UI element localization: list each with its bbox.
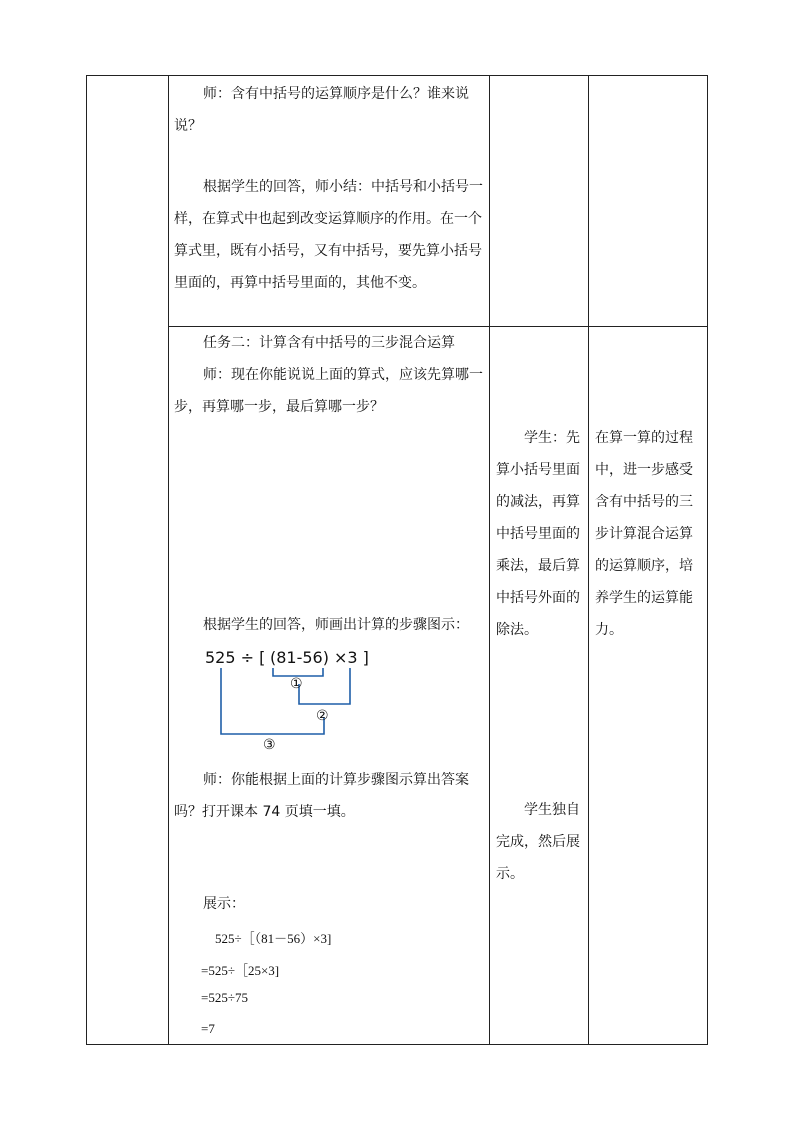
student-line: 示。 bbox=[496, 866, 524, 882]
summary-line: 根据学生的回答，师小结：中括号和小括号一 bbox=[203, 179, 483, 195]
question-line: 师：含有中括号的运算顺序是什么？谁来说 bbox=[203, 86, 469, 102]
intent-line: 在算一算的过程 bbox=[595, 430, 693, 446]
expression-part: 525 ÷ [ bbox=[205, 648, 266, 667]
question-line: 师：现在你能说说上面的算式，应该先算哪一 bbox=[203, 367, 483, 383]
student-line: 学生：先 bbox=[524, 430, 580, 446]
expression-part: (81-56) bbox=[270, 648, 329, 667]
summary-line: 算式里，既有小括号，又有中括号，要先算小括号 bbox=[174, 243, 482, 259]
summary-line: 样，在算式中也起到改变运算顺序的作用。在一个 bbox=[174, 211, 482, 227]
calc-line: 525÷［（81－56）×3] bbox=[215, 931, 332, 946]
intent-line: 含有中括号的三 bbox=[595, 494, 693, 510]
student-line: 除法。 bbox=[496, 622, 538, 638]
question-line: 说？ bbox=[174, 118, 202, 134]
step-2-marker: ② bbox=[316, 708, 329, 724]
intent-line: 中，进一步感受 bbox=[595, 462, 693, 478]
question-line: 师：你能根据上面的计算步骤图示算出答案 bbox=[203, 772, 469, 788]
task-title: 任务二：计算含有中括号的三步混合运算 bbox=[203, 335, 455, 351]
step-2-bracket bbox=[299, 668, 350, 704]
step-1-marker: ① bbox=[290, 676, 303, 692]
calc-line: =525÷75 bbox=[201, 990, 248, 1005]
intent-line: 养学生的运算能 bbox=[595, 590, 693, 606]
summary-line: 里面的，再算中括号里面的，其他不变。 bbox=[174, 275, 426, 291]
calc-line: =525÷［25×3] bbox=[201, 963, 280, 978]
question-line: 步，再算哪一步，最后算哪一步？ bbox=[174, 399, 384, 415]
diagram-intro: 根据学生的回答，师画出计算的步骤图示： bbox=[203, 617, 469, 633]
student-line: 完成，然后展 bbox=[496, 834, 580, 850]
student-line: 中括号外面的 bbox=[496, 590, 580, 606]
show-label: 展示： bbox=[203, 896, 245, 912]
step-3-marker: ③ bbox=[263, 737, 276, 753]
expression-part: ×3 ] bbox=[334, 648, 369, 667]
intent-line: 步计算混合运算 bbox=[595, 526, 693, 542]
student-line: 乘法，最后算 bbox=[496, 558, 580, 574]
student-line: 的减法，再算 bbox=[496, 494, 580, 510]
student-line: 学生独自 bbox=[524, 802, 580, 818]
intent-line: 力。 bbox=[595, 622, 623, 638]
student-line: 中括号里面的 bbox=[496, 526, 580, 542]
intent-line: 的运算顺序，培 bbox=[595, 558, 693, 574]
question-line: 吗？打开课本 74 页填一填。 bbox=[174, 804, 355, 820]
step-3-bracket bbox=[221, 668, 324, 734]
calc-line: =7 bbox=[201, 1021, 215, 1036]
student-line: 算小括号里面 bbox=[496, 462, 580, 478]
